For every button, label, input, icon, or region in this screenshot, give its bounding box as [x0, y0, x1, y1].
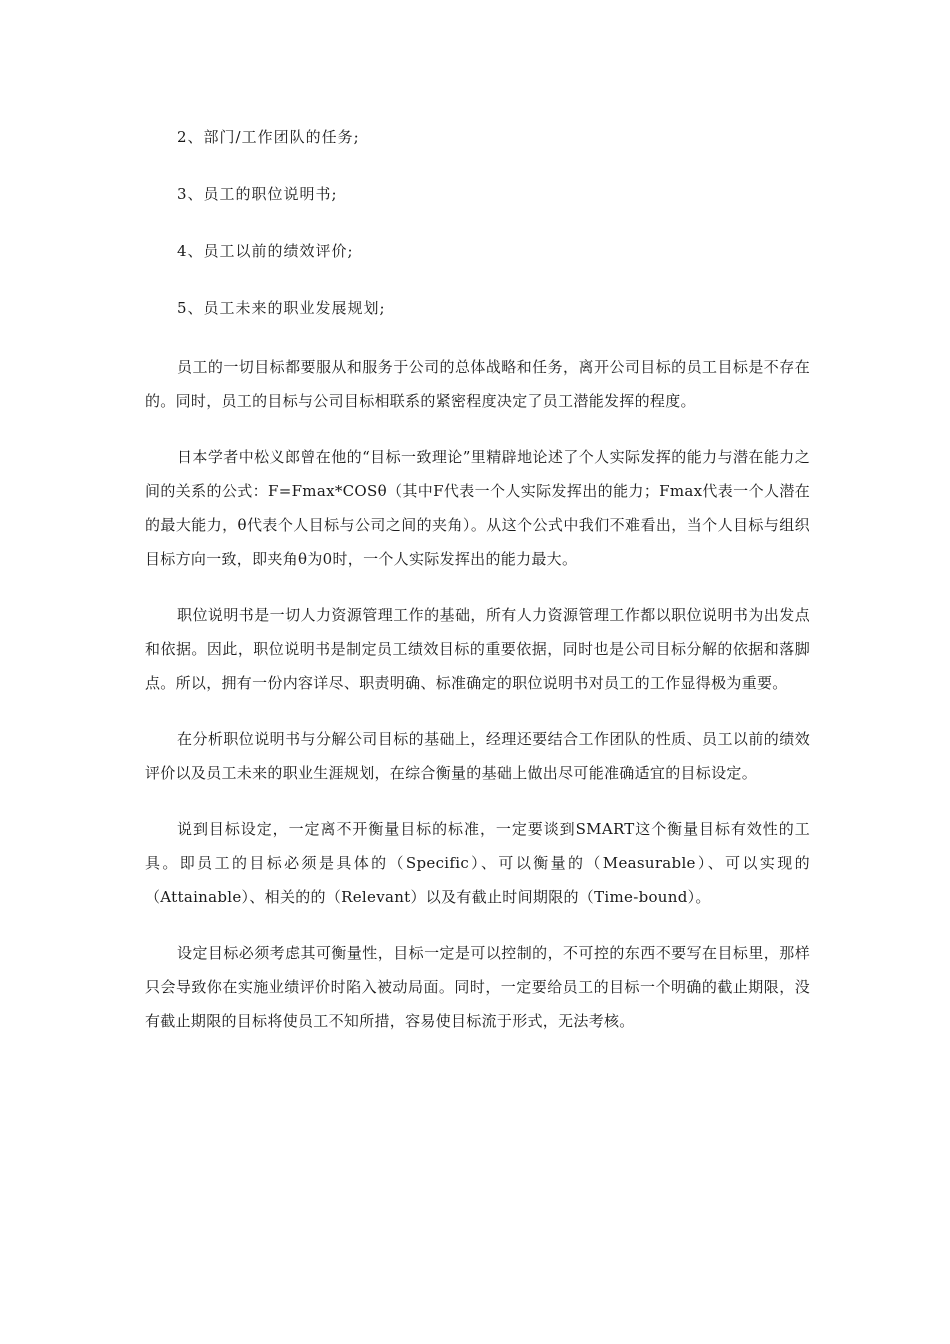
- paragraph-job-description: 职位说明书是一切人力资源管理工作的基础，所有人力资源管理工作都以职位说明书为出发点和依据。因此，职位说明书是制定员工绩效目标的重要依据，同时也是公司目标分解的依据和落脚点。所以，拥有一份内容详尽、职责明确、标准确定的职位说明书对员工的工作显得极为重要。: [145, 606, 810, 692]
- paragraph-goal-setting-basis: 在分析职位说明书与分解公司目标的基础上，经理还要结合工作团队的性质、员工以前的绩效评价以及员工未来的职业生涯规划，在综合衡量的基础上做出尽可能准确适宜的目标设定。: [145, 730, 810, 782]
- paragraph-measurability-deadline: 设定目标必须考虑其可衡量性，目标一定是可以控制的，不可控的东西不要写在目标里，那样只会导致你在实施业绩评价时陷入被动局面。同时，一定要给员工的目标一个明确的截止期限，没有截止期限的目标将使员工不知所措，容易使目标流于形式，无法考核。: [145, 944, 810, 1030]
- document-body: [145, 122, 810, 1060]
- list-item: 3、员工的职位说明书;: [177, 185, 338, 203]
- paragraph-goal-consistency-theory: 日本学者中松义郎曾在他的“目标一致理论”里精辟地论述了个人实际发挥的能力与潜在能力之间的关系的公式：F=Fmax*COSθ（其中F代表一个人实际发挥出的能力；Fmax代表一个人潜在的最大能力，θ代表个人目标与公司之间的夹角）。从这个公式中我们不难看出，当个人目标与组织目标方向一致，即夹角θ为0时，一个人实际发挥出的能力最大。: [145, 448, 810, 568]
- list-item: 4、员工以前的绩效评价;: [177, 242, 354, 260]
- paragraph-smart-criteria: 说到目标设定，一定离不开衡量目标的标准，一定要谈到SMART这个衡量目标有效性的工具。即员工的目标必须是具体的（Specific）、可以衡量的（Measurable）、可以实现的（Attainable）、相关的的（Relevant）以及有截止时间期限的（Time-bound）。: [145, 820, 810, 906]
- paragraph-goal-alignment: 员工的一切目标都要服从和服务于公司的总体战略和任务，离开公司目标的员工目标是不存在的。同时，员工的目标与公司目标相联系的紧密程度决定了员工潜能发挥的程度。: [145, 358, 810, 410]
- list-item: 5、员工未来的职业发展规划;: [177, 299, 386, 317]
- list-item: 2、部门/工作团队的任务;: [177, 128, 360, 146]
